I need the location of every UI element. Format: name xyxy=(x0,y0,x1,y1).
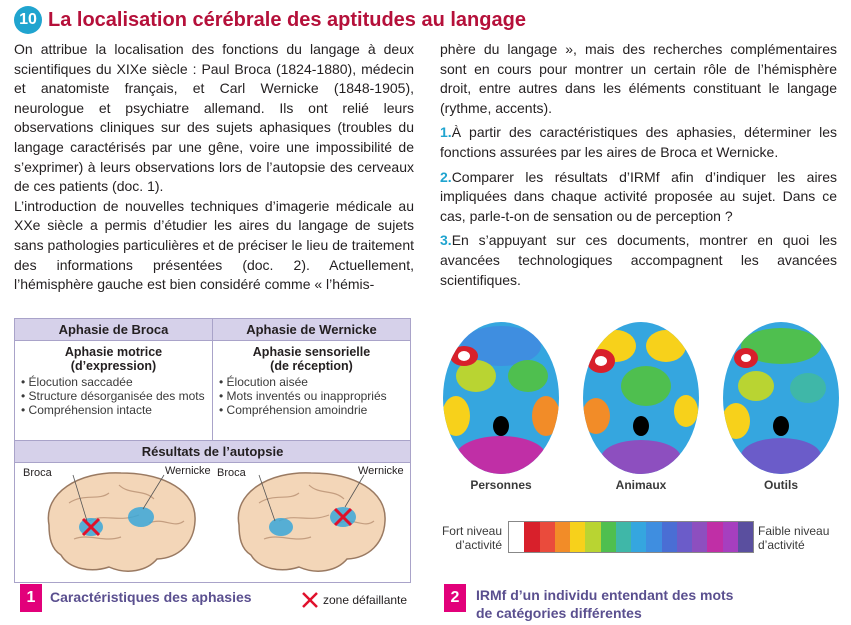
scale-swatch xyxy=(646,522,661,552)
scale-swatch xyxy=(723,522,738,552)
wernicke-area xyxy=(128,507,154,527)
question-text: En s’appuyant sur ces documents, montrer en quoi les avancées technologiques accompagnent les avancées scientifiques. xyxy=(440,232,837,288)
cell-subtitle: (de réception) xyxy=(270,359,353,373)
list-item: • Mots inventés ou inappropriés xyxy=(219,389,387,403)
fmri-scan-personnes xyxy=(436,316,566,476)
doc2-caption: IRMf d’un individu entendant des mots de catégories différentes xyxy=(476,587,734,621)
page-title: La localisation cérébrale des aptitudes au langage xyxy=(48,8,526,31)
scale-low-label: Faible niveau d’activité xyxy=(758,524,830,552)
text-column-left xyxy=(14,40,414,295)
scale-swatch xyxy=(616,522,631,552)
list-item: • Structure désorganisée des mots xyxy=(21,389,205,403)
question-1 xyxy=(440,123,837,162)
scale-swatch xyxy=(555,522,570,552)
question-text: Comparer les résultats d’IRMf afin d’indiquer les aires impliquées dans chaque activité proposée au sujet. Dans ce cas, parle-t-on de sensation ou de perception ? xyxy=(440,168,837,224)
legend-text: zone défaillante xyxy=(323,593,408,607)
label-wernicke: Wernicke xyxy=(165,465,211,477)
cross-legend xyxy=(300,590,407,610)
scale-swatch xyxy=(540,522,555,552)
cell-subtitle: (d’expression) xyxy=(70,359,157,373)
autopsy-header: Résultats de l’autopsie xyxy=(15,441,410,463)
scale-swatch xyxy=(585,522,600,552)
question-text: À partir des caractéristiques des aphasies, déterminer les fonctions assurées par les aires de Broca et Wernicke. xyxy=(440,124,837,160)
scale-swatch xyxy=(509,522,524,552)
scale-swatch xyxy=(601,522,616,552)
cell-title: Aphasie sensorielle xyxy=(252,345,371,359)
scale-swatch xyxy=(738,522,753,552)
fmri-scan-outils xyxy=(716,316,846,476)
scan-label-personnes: Personnes xyxy=(470,478,532,492)
cell-broca xyxy=(15,341,212,440)
label-wernicke: Wernicke xyxy=(358,465,404,477)
brain-illustration-broca xyxy=(29,463,209,581)
autopsy-brains xyxy=(15,463,410,581)
scan-label-outils: Outils xyxy=(763,478,798,492)
label-broca: Broca xyxy=(217,467,246,479)
question-number: 3. xyxy=(440,232,452,249)
doc1-number-badge: 1 xyxy=(20,584,42,612)
question-number: 1. xyxy=(440,124,452,141)
label-broca: Broca xyxy=(23,467,52,479)
question-2 xyxy=(440,168,837,227)
cell-wernicke xyxy=(212,341,410,440)
scale-swatch xyxy=(662,522,677,552)
question-3 xyxy=(440,231,837,290)
paragraph-continuation: phère du langage », mais des recherches complémentaires sont en cours pour montrer un certain rôle de l’hémisphère droit, entre autres dans les éléments constituant le langage (rythme, accents). xyxy=(440,41,837,116)
paragraph-intro: On attribue la localisation des fonctions du langage à deux scientifiques du XIXe siècle : Paul Broca (1824-1880), médecin et anatomiste français, et Carl Wernicke (1848-1905), neurologue et psychiatre allemand. Ils ont relié leurs observations cliniques sur des sujets aphasiques (troubles du langage caractérisés par une gêne, voire une impossibilité de s’exprimer) à leurs observations lors de l’autopsie des cerveaux de ces patients (doc. 1). xyxy=(14,41,414,195)
broca-area xyxy=(269,518,293,536)
doc1-aphasia-table xyxy=(14,318,411,583)
list-item: • Élocution saccadée xyxy=(21,375,133,389)
title-row xyxy=(14,6,526,34)
activity-color-scale xyxy=(508,521,754,553)
text-column-right xyxy=(440,40,837,290)
scale-swatch xyxy=(631,522,646,552)
doc1-caption: Caractéristiques des aphasies xyxy=(50,589,252,605)
scale-swatch xyxy=(570,522,585,552)
doc2-number-badge: 2 xyxy=(444,584,466,612)
question-number: 2. xyxy=(440,168,452,185)
scan-label-animaux: Animaux xyxy=(615,478,667,492)
scale-swatch xyxy=(677,522,692,552)
paragraph-imaging: L’introduction de nouvelles techniques d’imagerie médicale au XXe siècle a permis d’étudier les aires du langage de sujets sans pathologies particulières et de préciser le lieu de traitement des informations présentées (doc. 2). Actuellement, l’hémisphère gauche est bien considéré comme « l’hémis- xyxy=(14,197,414,293)
table-body-row xyxy=(15,341,410,441)
fmri-scan-animaux xyxy=(576,316,706,476)
scale-high-label: Fort niveau d’activité xyxy=(441,524,502,552)
scale-swatch xyxy=(707,522,722,552)
list-item: • Élocution aisée xyxy=(219,375,308,389)
list-item: • Compréhension intacte xyxy=(21,403,152,417)
header-broca: Aphasie de Broca xyxy=(58,322,169,337)
cell-title: Aphasie motrice xyxy=(64,345,163,359)
header-wernicke: Aphasie de Wernicke xyxy=(212,319,410,340)
table-header-row xyxy=(15,319,410,341)
list-item: • Compréhension amoindrie xyxy=(219,403,368,417)
section-number-badge: 10 xyxy=(14,6,42,34)
cross-icon xyxy=(300,590,320,610)
scale-swatch xyxy=(692,522,707,552)
scale-swatch xyxy=(524,522,539,552)
brain-illustration-wernicke xyxy=(219,463,399,581)
